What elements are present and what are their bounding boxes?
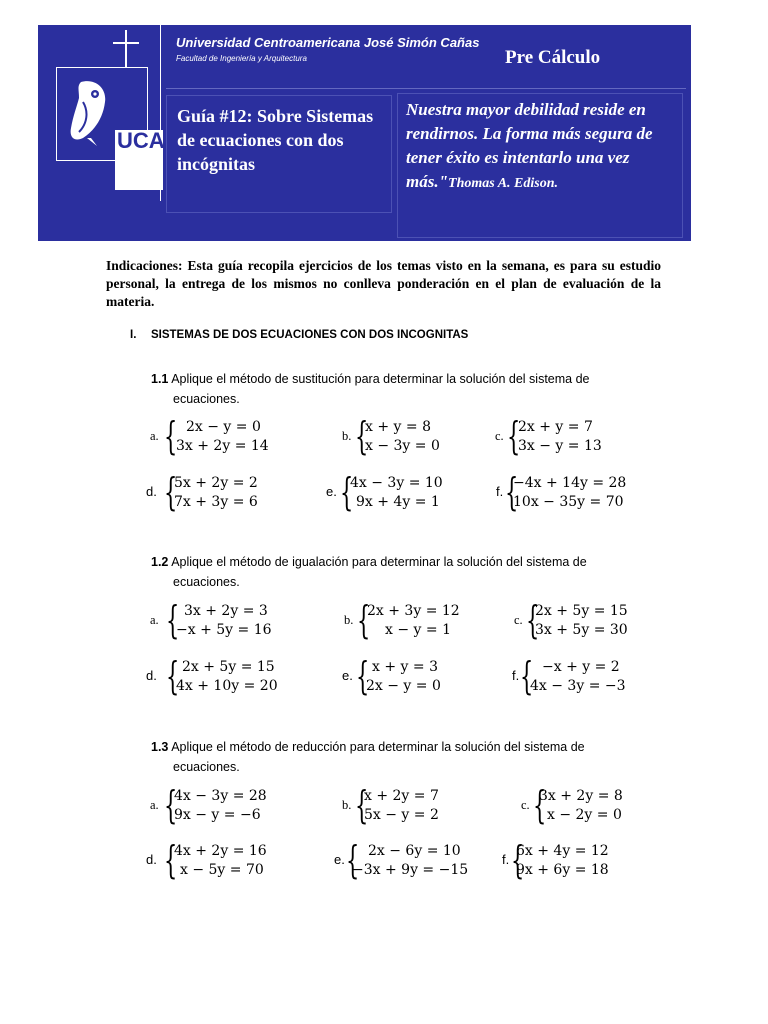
equations [530,658,626,696]
equations [364,787,439,825]
equation-2: 4x − 3y = −3 [530,678,626,694]
equation-1: 4x − 3y = 28 [174,788,267,804]
exercise-text-continued: ecuaciones. [173,392,240,406]
equation-1: 3x + 2y = 3 [184,603,268,619]
system-label: c. [521,798,530,812]
left-brace: { [166,654,180,698]
equations [366,658,441,696]
system-label: a. [150,429,159,443]
system-label: b. [342,798,352,812]
section-title: SISTEMAS DE DOS ECUACIONES CON DOS INCOGNITAS [151,329,469,341]
left-brace: { [520,654,534,698]
exercise-number: 1.1 [151,372,169,386]
exercise-text-continued: ecuaciones. [173,760,240,774]
equation-1: x + 2y = 7 [364,788,439,804]
system-label: a. [150,798,159,812]
equations [174,842,267,880]
equation-2: 5x − y = 2 [364,807,439,823]
exercise-number: 1.2 [151,555,169,569]
system-label: f. [512,668,520,683]
course-title: Pre Cálculo [505,47,601,68]
equation-1: x + y = 8 [365,419,431,435]
left-brace: { [356,654,370,698]
equation-2: 3x − y = 13 [518,438,602,454]
equations [516,842,609,880]
system-label: d. [146,852,157,867]
system-label: d. [146,668,157,683]
equation-1: −x + y = 2 [542,659,620,675]
guide-title-box [166,95,392,213]
equation-2: −3x + 9y = −15 [352,862,469,878]
equations [352,842,468,880]
equation-2: 9x + 4y = 1 [356,494,440,510]
faculty-name: Facultad de Ingeniería y Arquitectura [176,54,307,63]
left-brace: { [166,598,180,642]
system-label: e. [326,484,337,499]
equations [365,418,440,456]
equation-1: 2x − y = 0 [186,419,261,435]
equation-2: x − 3y = 0 [365,438,440,454]
system-label: e. [334,852,345,867]
section-number: I. [130,329,137,341]
equations [176,602,272,640]
university-name: Universidad Centroamericana José Simón Cañas [176,35,480,50]
equation-1: 2x + 3y = 12 [367,603,460,619]
system-label: d. [146,484,157,499]
left-brace: { [533,783,547,827]
uca-logo [56,67,165,161]
equations [176,418,269,456]
owl-icon [61,72,115,152]
exercise-text: Aplique el método de igualación para determinar la solución del sistema de [171,555,587,569]
equations [174,474,258,512]
left-brace: { [164,838,178,882]
system-label: a. [150,613,159,627]
header-banner [38,25,691,241]
equation-1: 4x − 3y = 10 [350,475,443,491]
left-brace: { [346,838,360,882]
equation-2: x − 5y = 70 [180,862,264,878]
exercise-number: 1.3 [151,740,169,754]
exercise-text: Aplique el método de reducción para determinar la solución del sistema de [171,740,585,754]
left-brace: { [526,598,540,642]
system-label: b. [342,429,352,443]
equation-1: 3x + 2y = 8 [539,788,623,804]
equation-1: 6x + 4y = 12 [516,843,609,859]
equations [535,602,628,640]
equation-1: x + y = 3 [372,659,438,675]
left-brace: { [340,470,354,514]
section-heading [130,329,468,341]
left-brace: { [505,470,519,514]
equation-2: 3x + 2y = 14 [176,438,269,454]
equations [350,474,443,512]
left-brace: { [355,783,369,827]
system-label: e. [342,668,353,683]
exercise-1-3-instructions [151,737,651,777]
exercise-1-2-instructions [151,552,651,592]
equations [367,602,460,640]
header-separator [166,88,686,89]
equation-2: 3x + 5y = 30 [535,622,628,638]
equation-1: 2x + 5y = 15 [182,659,275,675]
equation-2: x − 2y = 0 [547,807,622,823]
system-label: b. [344,613,354,627]
equation-2: 4x + 10y = 20 [176,678,278,694]
equation-1: 4x + 2y = 16 [174,843,267,859]
equation-2: 2x − y = 0 [366,678,441,694]
equation-2: x − y = 1 [385,622,451,638]
left-brace: { [355,414,369,458]
left-brace: { [164,414,178,458]
left-brace: { [511,838,525,882]
system-label: c. [495,429,504,443]
left-brace: { [164,783,178,827]
equations [513,474,626,512]
equation-1: 5x + 2y = 2 [174,475,258,491]
equation-1: 2x + 5y = 15 [535,603,628,619]
equations [539,787,623,825]
left-brace: { [357,598,371,642]
guide-title: Guía #12: Sobre Sistemas de ecuaciones con dos incógnitas [177,106,374,174]
exercise-text-continued: ecuaciones. [173,575,240,589]
system-label: c. [514,613,523,627]
logo-text: UCA [115,130,163,190]
instructions-paragraph: Indicaciones: Esta guía recopila ejercicios de los temas visto en la semana, es para su estudio personal, la entrega de los mismos no conlleva ponderación en el plan de evaluación de la materia. [106,258,661,309]
equations [518,418,602,456]
exercise-text: Aplique el método de sustitución para determinar la solución del sistema de [171,372,590,386]
system-label: f. [502,852,510,867]
quote [406,98,680,196]
equation-2: 10x − 35y = 70 [513,494,624,510]
quote-body: Nuestra mayor debilidad reside en rendirnos. La forma más segura de tener éxito es intentarlo una vez más." [406,100,653,191]
left-brace: { [507,414,521,458]
equation-2: −x + 5y = 16 [176,622,272,638]
equation-2: 7x + 3y = 6 [174,494,258,510]
equation-1: −4x + 14y = 28 [513,475,627,491]
equations [174,787,267,825]
equation-2: 9x + 6y = 18 [516,862,609,878]
equations [176,658,278,696]
equation-1: 2x − 6y = 10 [368,843,461,859]
exercise-1-1-instructions [151,369,651,409]
equation-2: 9x − y = −6 [174,807,261,823]
equation-1: 2x + y = 7 [518,419,593,435]
system-label: f. [496,484,504,499]
quote-box [397,93,683,238]
left-brace: { [164,470,178,514]
quote-author: Thomas A. Edison. [448,176,558,191]
